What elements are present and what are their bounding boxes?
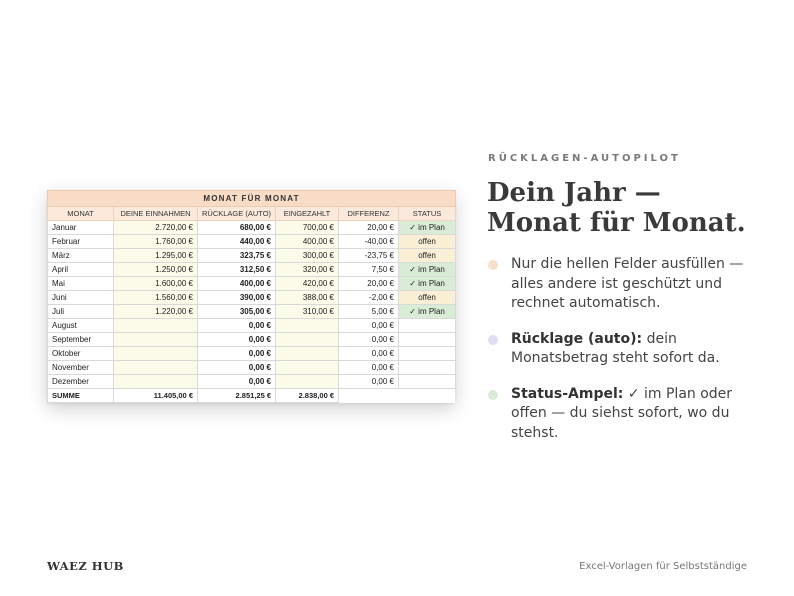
headline-line-2: Monat für Monat. <box>487 208 746 238</box>
difference-cell: -23,75 € <box>339 249 399 263</box>
brand-logo: WAEZ HUB <box>47 559 124 573</box>
income-input-cell[interactable]: 1.295,00 € <box>114 249 198 263</box>
month-cell: November <box>48 361 114 375</box>
paid-input-cell[interactable] <box>276 319 339 333</box>
headline <box>487 178 777 238</box>
paid-input-cell[interactable]: 310,00 € <box>276 305 339 319</box>
column-header: EINGEZAHLT <box>276 207 339 221</box>
income-input-cell[interactable] <box>114 375 198 389</box>
paid-input-cell[interactable]: 320,00 € <box>276 263 339 277</box>
income-input-cell[interactable]: 2.720,00 € <box>114 221 198 235</box>
reserve-cell: 323,75 € <box>198 249 276 263</box>
income-input-cell[interactable] <box>114 333 198 347</box>
sum-empty-cell <box>339 389 399 403</box>
table-row <box>48 333 456 347</box>
feature-item <box>487 255 767 314</box>
status-cell: ✓ im Plan <box>399 277 456 291</box>
status-cell: ✓ im Plan <box>399 305 456 319</box>
income-input-cell[interactable]: 1.560,00 € <box>114 291 198 305</box>
feature-label: Status-Ampel: <box>511 385 624 402</box>
difference-cell: 20,00 € <box>339 221 399 235</box>
bullet-dot-icon <box>488 260 498 270</box>
income-input-cell[interactable]: 1.760,00 € <box>114 235 198 249</box>
paid-input-cell[interactable]: 300,00 € <box>276 249 339 263</box>
month-cell: April <box>48 263 114 277</box>
eyebrow-label: RÜCKLAGEN-AUTOPILOT <box>488 153 681 164</box>
sum-empty-cell <box>399 389 456 403</box>
monthly-table <box>47 190 456 403</box>
feature-text: ✓ im Plan oder offen — du siehst sofort, wo du stehst. <box>511 385 733 441</box>
status-cell <box>399 375 456 389</box>
column-header: STATUS <box>399 207 456 221</box>
sum-paid: 2.838,00 € <box>276 389 339 403</box>
month-cell: Februar <box>48 235 114 249</box>
column-header: RÜCKLAGE (AUTO) <box>198 207 276 221</box>
feature-label: Rücklage (auto): <box>511 330 643 347</box>
table-row <box>48 291 456 305</box>
table-row <box>48 249 456 263</box>
feature-text: dein Monatsbetrag steht sofort da. <box>511 330 720 366</box>
income-input-cell[interactable] <box>114 347 198 361</box>
difference-cell: 0,00 € <box>339 347 399 361</box>
feature-item <box>487 330 767 369</box>
reserve-cell: 400,00 € <box>198 277 276 291</box>
difference-cell: -40,00 € <box>339 235 399 249</box>
paid-input-cell[interactable]: 400,00 € <box>276 235 339 249</box>
month-cell: März <box>48 249 114 263</box>
reserve-cell: 305,00 € <box>198 305 276 319</box>
table-row <box>48 305 456 319</box>
table-row <box>48 221 456 235</box>
difference-cell: 0,00 € <box>339 375 399 389</box>
sum-row <box>48 389 456 403</box>
month-cell: Oktober <box>48 347 114 361</box>
reserve-cell: 0,00 € <box>198 375 276 389</box>
paid-input-cell[interactable] <box>276 347 339 361</box>
difference-cell: 20,00 € <box>339 277 399 291</box>
headline-line-1: Dein Jahr — <box>487 178 661 208</box>
month-cell: Mai <box>48 277 114 291</box>
status-cell: ✓ im Plan <box>399 221 456 235</box>
table-row <box>48 319 456 333</box>
table-header-row <box>48 207 456 221</box>
table-row <box>48 347 456 361</box>
feature-item <box>487 385 767 444</box>
table-row <box>48 277 456 291</box>
month-cell: September <box>48 333 114 347</box>
difference-cell: 0,00 € <box>339 361 399 375</box>
column-header: DEINE EINNAHMEN <box>114 207 198 221</box>
footer-tagline: Excel-Vorlagen für Selbstständige <box>579 561 747 572</box>
paid-input-cell[interactable] <box>276 361 339 375</box>
month-cell: Dezember <box>48 375 114 389</box>
paid-input-cell[interactable]: 420,00 € <box>276 277 339 291</box>
feature-text: Nur die hellen Felder ausfüllen — alles andere ist geschützt und rechnet automatisch. <box>511 256 744 311</box>
income-input-cell[interactable]: 1.250,00 € <box>114 263 198 277</box>
status-cell <box>399 361 456 375</box>
reserve-cell: 0,00 € <box>198 361 276 375</box>
sum-label: SUMME <box>48 389 114 403</box>
difference-cell: 5,00 € <box>339 305 399 319</box>
sum-income: 11.405,00 € <box>114 389 198 403</box>
month-cell: Juli <box>48 305 114 319</box>
income-input-cell[interactable]: 1.220,00 € <box>114 305 198 319</box>
status-cell: offen <box>399 291 456 305</box>
income-input-cell[interactable] <box>114 361 198 375</box>
table-body <box>48 221 456 403</box>
reserve-cell: 440,00 € <box>198 235 276 249</box>
paid-input-cell[interactable] <box>276 375 339 389</box>
status-cell <box>399 333 456 347</box>
difference-cell: -2,00 € <box>339 291 399 305</box>
column-header: MONAT <box>48 207 114 221</box>
paid-input-cell[interactable]: 700,00 € <box>276 221 339 235</box>
bullet-dot-icon <box>488 335 498 345</box>
table-title: MONAT FÜR MONAT <box>48 191 456 207</box>
income-input-cell[interactable]: 1.600,00 € <box>114 277 198 291</box>
income-input-cell[interactable] <box>114 319 198 333</box>
status-cell: offen <box>399 249 456 263</box>
difference-cell: 0,00 € <box>339 333 399 347</box>
table-row <box>48 361 456 375</box>
status-cell: ✓ im Plan <box>399 263 456 277</box>
bullet-dot-icon <box>488 390 498 400</box>
reserve-cell: 312,50 € <box>198 263 276 277</box>
status-cell <box>399 319 456 333</box>
reserve-cell: 0,00 € <box>198 319 276 333</box>
difference-cell: 0,00 € <box>339 319 399 333</box>
reserve-cell: 680,00 € <box>198 221 276 235</box>
reserve-cell: 0,00 € <box>198 347 276 361</box>
table-row <box>48 263 456 277</box>
column-header: DIFFERENZ <box>339 207 399 221</box>
reserve-cell: 390,00 € <box>198 291 276 305</box>
paid-input-cell[interactable] <box>276 333 339 347</box>
table-row <box>48 375 456 389</box>
table-row <box>48 235 456 249</box>
feature-list <box>487 255 767 459</box>
reserve-cell: 0,00 € <box>198 333 276 347</box>
spreadsheet-preview <box>47 190 455 403</box>
month-cell: Juni <box>48 291 114 305</box>
paid-input-cell[interactable]: 388,00 € <box>276 291 339 305</box>
difference-cell: 7,50 € <box>339 263 399 277</box>
month-cell: August <box>48 319 114 333</box>
status-cell: offen <box>399 235 456 249</box>
month-cell: Januar <box>48 221 114 235</box>
sum-reserve: 2.851,25 € <box>198 389 276 403</box>
status-cell <box>399 347 456 361</box>
